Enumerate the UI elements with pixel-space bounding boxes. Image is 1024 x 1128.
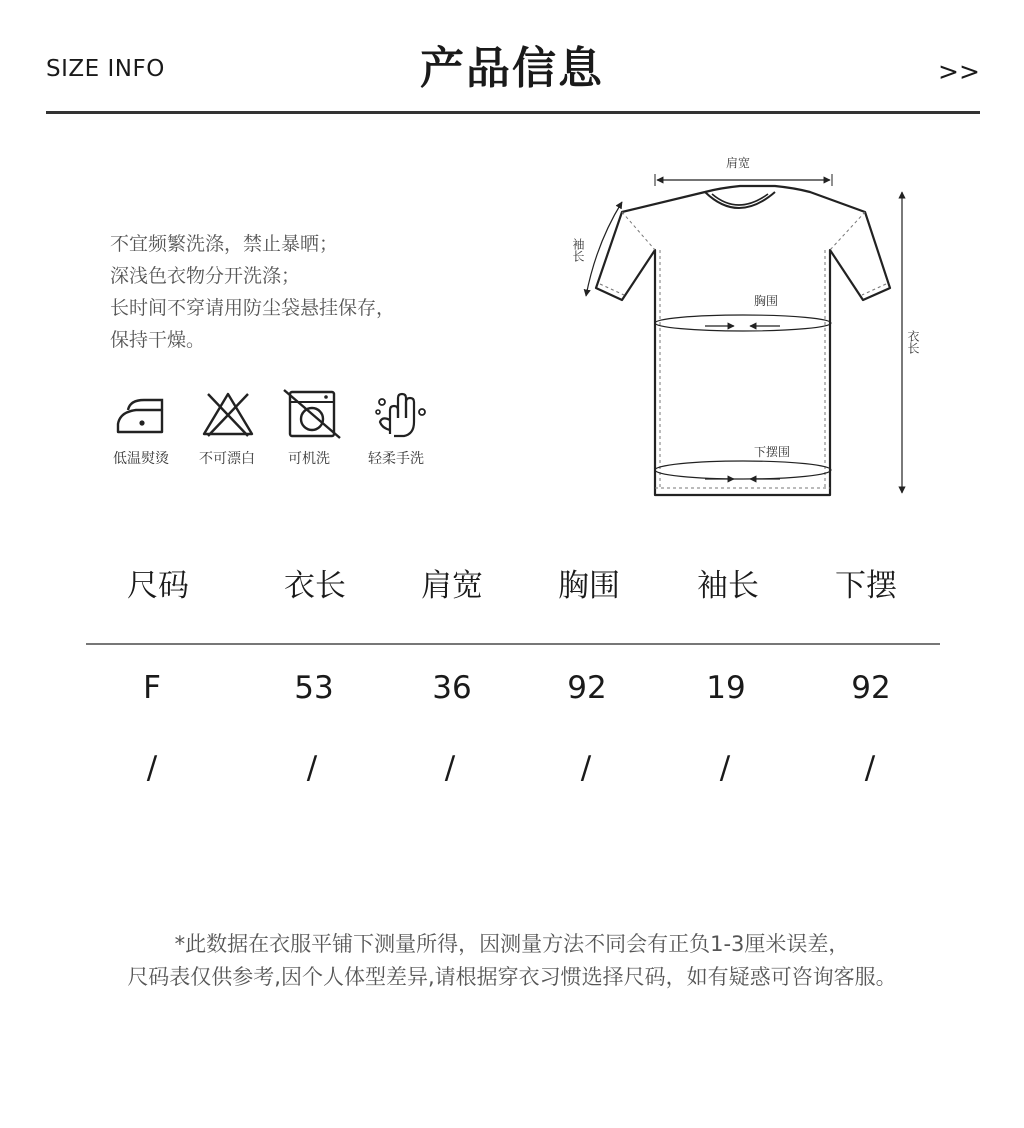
table-cell: /	[146, 750, 158, 786]
shoulder-label: 肩宽	[725, 156, 751, 170]
hem-label: 下摆围	[754, 445, 791, 459]
table-cell: 53	[294, 670, 334, 706]
table-header-cell: 胸围	[558, 568, 620, 604]
table-cell: /	[580, 750, 592, 786]
size-info-label: SIZE INFO	[46, 56, 165, 82]
sleeve-label: 袖长	[571, 238, 585, 262]
table-cell: /	[864, 750, 876, 786]
care-label: 轻柔手洗	[368, 451, 424, 467]
table-header-cell: 肩宽	[421, 568, 483, 604]
care-note-line: 长时间不穿请用防尘袋悬挂保存，	[110, 297, 396, 319]
footnote-line: *此数据在衣服平铺下测量所得，因测量方法不同会有正负1-3厘米误差，	[174, 932, 850, 956]
table-cell: /	[306, 750, 318, 786]
table-header-row	[86, 560, 940, 620]
chest-label: 胸围	[754, 294, 779, 308]
table-header-cell: 尺码	[127, 568, 189, 604]
care-note-line: 深浅色衣物分开洗涤；	[110, 265, 301, 287]
care-label: 低温熨烫	[113, 451, 169, 467]
table-header-cell: 衣长	[284, 568, 346, 604]
table-cell: 36	[432, 670, 472, 706]
iron-low-temp-icon	[110, 388, 170, 440]
care-note-line: 不宜频繁洗涤，禁止暴晒；	[110, 233, 339, 255]
care-label: 不可漂白	[199, 451, 255, 467]
table-divider	[86, 643, 940, 645]
header-divider	[46, 111, 980, 114]
care-label: 可机洗	[288, 451, 330, 467]
table-header-cell: 袖长	[697, 568, 759, 604]
table-cell: 92	[851, 670, 891, 706]
table-row	[86, 670, 940, 730]
table-cell: /	[719, 750, 731, 786]
table-cell: 92	[567, 670, 607, 706]
table-header-cell: 下摆	[835, 568, 897, 604]
table-cell: 19	[706, 670, 746, 706]
care-note-line: 保持干燥。	[110, 329, 206, 351]
length-label: 衣长	[906, 330, 920, 354]
no-machine-wash-icon	[282, 388, 342, 440]
table-cell: F	[143, 670, 161, 706]
tshirt-measurement-diagram	[560, 150, 940, 510]
no-bleach-icon	[198, 388, 258, 440]
table-row	[86, 750, 940, 810]
page-title: 产品信息	[420, 43, 604, 94]
next-arrows[interactable]: >>	[938, 57, 980, 86]
care-notes	[110, 228, 395, 356]
footnote	[0, 928, 1024, 994]
hand-wash-icon	[370, 388, 430, 440]
table-cell: /	[444, 750, 456, 786]
footnote-line: 尺码表仅供参考,因个人体型差异,请根据穿衣习惯选择尺码，如有疑惑可咨询客服。	[127, 965, 897, 989]
